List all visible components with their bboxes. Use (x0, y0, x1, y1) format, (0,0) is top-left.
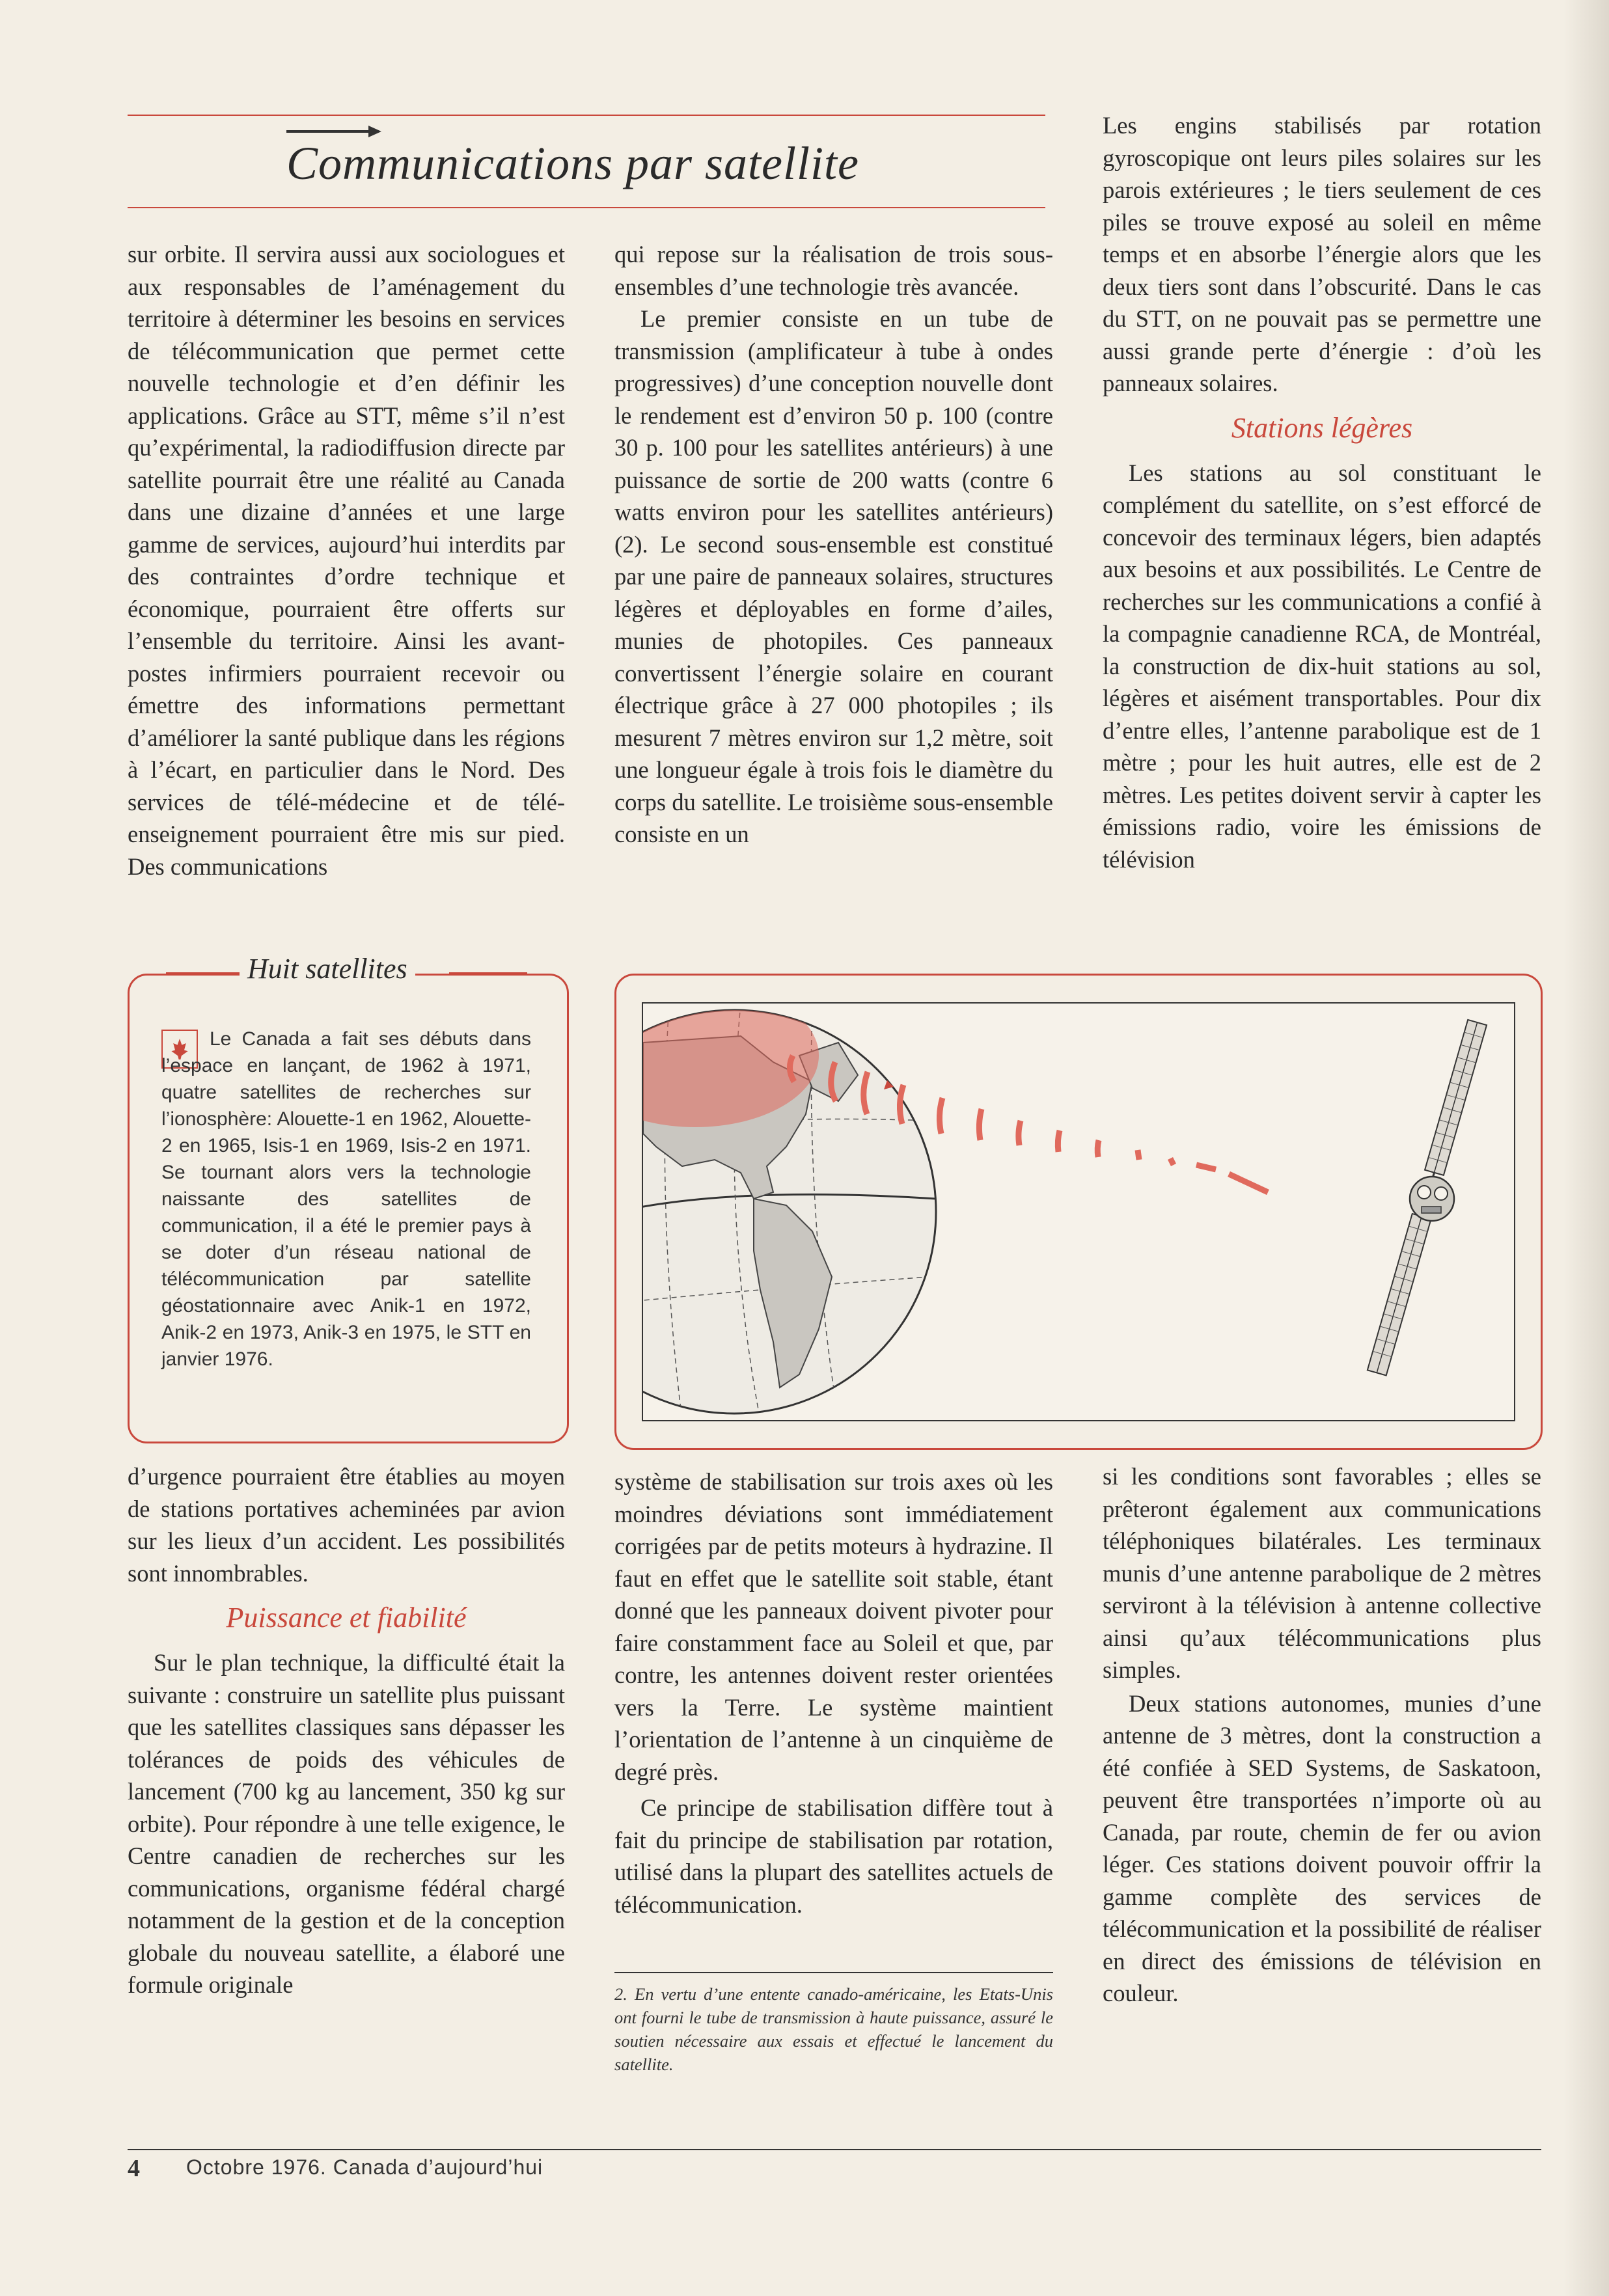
column-1-top (128, 238, 565, 882)
paragraph: Sur le plan technique, la difficulté était la suivante : construire un satellite plus puissant que les satellites classiques sans dépasser les tolérances de poids des véhicules de lancement (700 kg au lancement, 350 kg sur orbite). Pour répondre à une telle exigence, le Centre canadien de recherches sur les communications, organisme fédéral chargé notamment de la gestion et de la conception globale du nouveau satellite, a élaboré une formule originale (128, 1649, 565, 1998)
earth-satellite-illustration (642, 1002, 1515, 1421)
sidebar-box-text (161, 1026, 531, 1373)
page-number: 4 (128, 2155, 140, 2182)
header-rule (128, 115, 1045, 116)
box-title-rule-left (166, 972, 241, 974)
arrow-head-icon (368, 126, 381, 137)
earth-satellite-svg (643, 1004, 1514, 1420)
paragraph: Le premier consiste en un tube de transmission (amplificateur à tube à ondes progressives) d’une conception nouvelle dont le rendement est d’environ 50 p. 100 (contre 30 p. 100 pour les satellites antérieurs) à une puissance de sortie de 200 watts (contre 6 watts environ pour les satellites antérieurs) (2). Le second sous-ensemble est constitué par une paire de panneaux solaires, structures légères et déployables en forme d’ailes, munies de photopiles. Ces panneaux convertissent l’énergie solaire en courant électrique grâce à 27 000 photopiles ; ils mesurent 7 mètres environ sur 1,2 mètre, soit une longueur égale à trois fois le diamètre du corps du satellite. Le troisième sous-ensemble consiste en un (614, 305, 1053, 847)
paragraph: Deux stations autonomes, munies d’une antenne de 3 mètres, dont la construction a été confiée à SED Systems, de Saskatoon, peuvent être transportées n’importe où au Canada, par route, chemin de fer ou avion léger. Ces stations doivent pouvoir offrir la gamme complète des services de télécommunication et la possibilité de réaliser en direct des émissions de télévision en couleur. (1103, 1689, 1541, 2006)
footnote: 2. En vertu d’une entente canado-américaine, les Etats-Unis ont fourni le tube de transmission à haute puissance, assuré le soutien nécessaire aux essais et effectué le lancement du satellite. (614, 1984, 1053, 2074)
column-3-bottom (1103, 1460, 1541, 2010)
footnote-rule (614, 1972, 1053, 1973)
column-3-top (1103, 109, 1541, 875)
satellite-icon (1368, 1020, 1487, 1376)
paragraph: Les stations au sol constituant le complément du satellite, on s’est efforcé de concevoir des terminaux légers, bien adaptés aux besoins et aux possibilités. Le Centre de recherches sur les communications a confié à la compagnie canadienne RCA, de Montréal, la construction de dix-huit stations au sol, légères et aisément transportables. Pour dix d’entre elles, l’antenne parabolique est de 1 mètre ; pour les huit autres, elle est de 2 mètres. Les petites doivent servir à capter les émissions radio, voire les émissions de télévision (1103, 459, 1541, 873)
column-2-top (614, 238, 1053, 851)
paragraph: Les engins stabilisés par rotation gyroscopique ont leurs piles solaires sur les parois extérieures ; le tiers seulement de ces piles se trouve exposé au soleil en même temps et en absorbe l’énergie alors que les deux tiers sont dans l’obscurité. Dans le cas du STT, on ne pouvait pas se permettre une aussi grande perte d’énergie : d’où les panneaux solaires. (1103, 112, 1541, 396)
subhead-stations-legeres: Stations légères (1231, 411, 1413, 444)
footer-publication: Octobre 1976. Canada d’aujourd’hui (186, 2155, 543, 2179)
column-2-bottom (614, 1466, 1053, 1920)
title-underline-rule (128, 207, 1045, 208)
box-title-rule-right (449, 972, 527, 974)
column-1-bottom (128, 1460, 565, 2001)
footer-rule (128, 2149, 1541, 2150)
paragraph: d’urgence pourraient être établies au moyen de stations portatives acheminées par avion sur les lieux d’un accident. Les possibilités sont innombrables. (128, 1463, 565, 1587)
subhead-puissance-fiabilite: Puissance et fiabilité (226, 1602, 467, 1633)
paragraph: système de stabilisation sur trois axes où les moindres déviations sont immédiatement corrigées par de petits moteurs à hydrazine. Il faut en effet que le satellite soit stable, étant donné que les panneaux doivent pivoter pour faire constamment face au Soleil et que, par contre, les antennes doivent rester orientées vers la Terre. Le système maintient l’orientation de l’antenne à un cinquième de degré près. (614, 1468, 1053, 1785)
sidebar-box-body: Le Canada a fait ses débuts dans l’espace en lançant, de 1962 à 1971, quatre satellites de recherches sur l’ionosphère: Alouette-1 en 1962, Alouette-2 en 1965, Isis-1 en 1969, Isis-2 en 1971. Se tournant alors vers la technologie naissante des satellites de communication, il a été le premier pays à se doter d’un réseau national de télécommunication par satellite géostationnaire avec Anik-1 en 1972, Anik-2 en 1973, Anik-3 en 1975, le STT en janvier 1976. (161, 1028, 531, 1370)
header-arrow (286, 130, 371, 133)
sidebar-box-title: Huit satellites (240, 952, 415, 985)
paragraph: qui repose sur la réalisation de trois sous-ensembles d’une technologie très avancée. (614, 241, 1053, 300)
paragraph: Ce principe de stabilisation diffère tout à fait du principe de stabilisation par rotation, utilisé dans la plupart des satellites actuels de télécommunication. (614, 1794, 1053, 1918)
paragraph: si les conditions sont favorables ; elles se prêteront également aux communications téléphoniques bilatérales. Les terminaux munis d’une antenne parabolique de 2 mètres serviront à la télévision à antenne collective ainsi qu’aux télécommunications plus simples. (1103, 1463, 1541, 1683)
paragraph: sur orbite. Il servira aussi aux sociologues et aux responsables de l’aménagement du territoire à déterminer les besoins en services de télécommunication que permet cette nouvelle technologie et d’en définir les applications. Grâce au STT, même s’il n’est qu’expérimental, la radiodiffusion directe par satellite pourrait être une réalité au Canada dans une dizaine d’années et une large gamme de services, aujourd’hui interdits par des contraintes d’ordre technique et économique, pourraient être offerts sur l’ensemble du territoire. Ainsi les avant-postes infirmiers pourraient recevoir ou émettre des informations permettant d’améliorer la santé publique dans les régions à l’écart, en particulier dans le Nord. Des services de télé-médecine et de télé-enseignement pourraient être mis sur pied. Des communications (128, 241, 565, 880)
page-title: Communications par satellite (286, 137, 859, 189)
page-edge-shadow (1563, 0, 1609, 2296)
